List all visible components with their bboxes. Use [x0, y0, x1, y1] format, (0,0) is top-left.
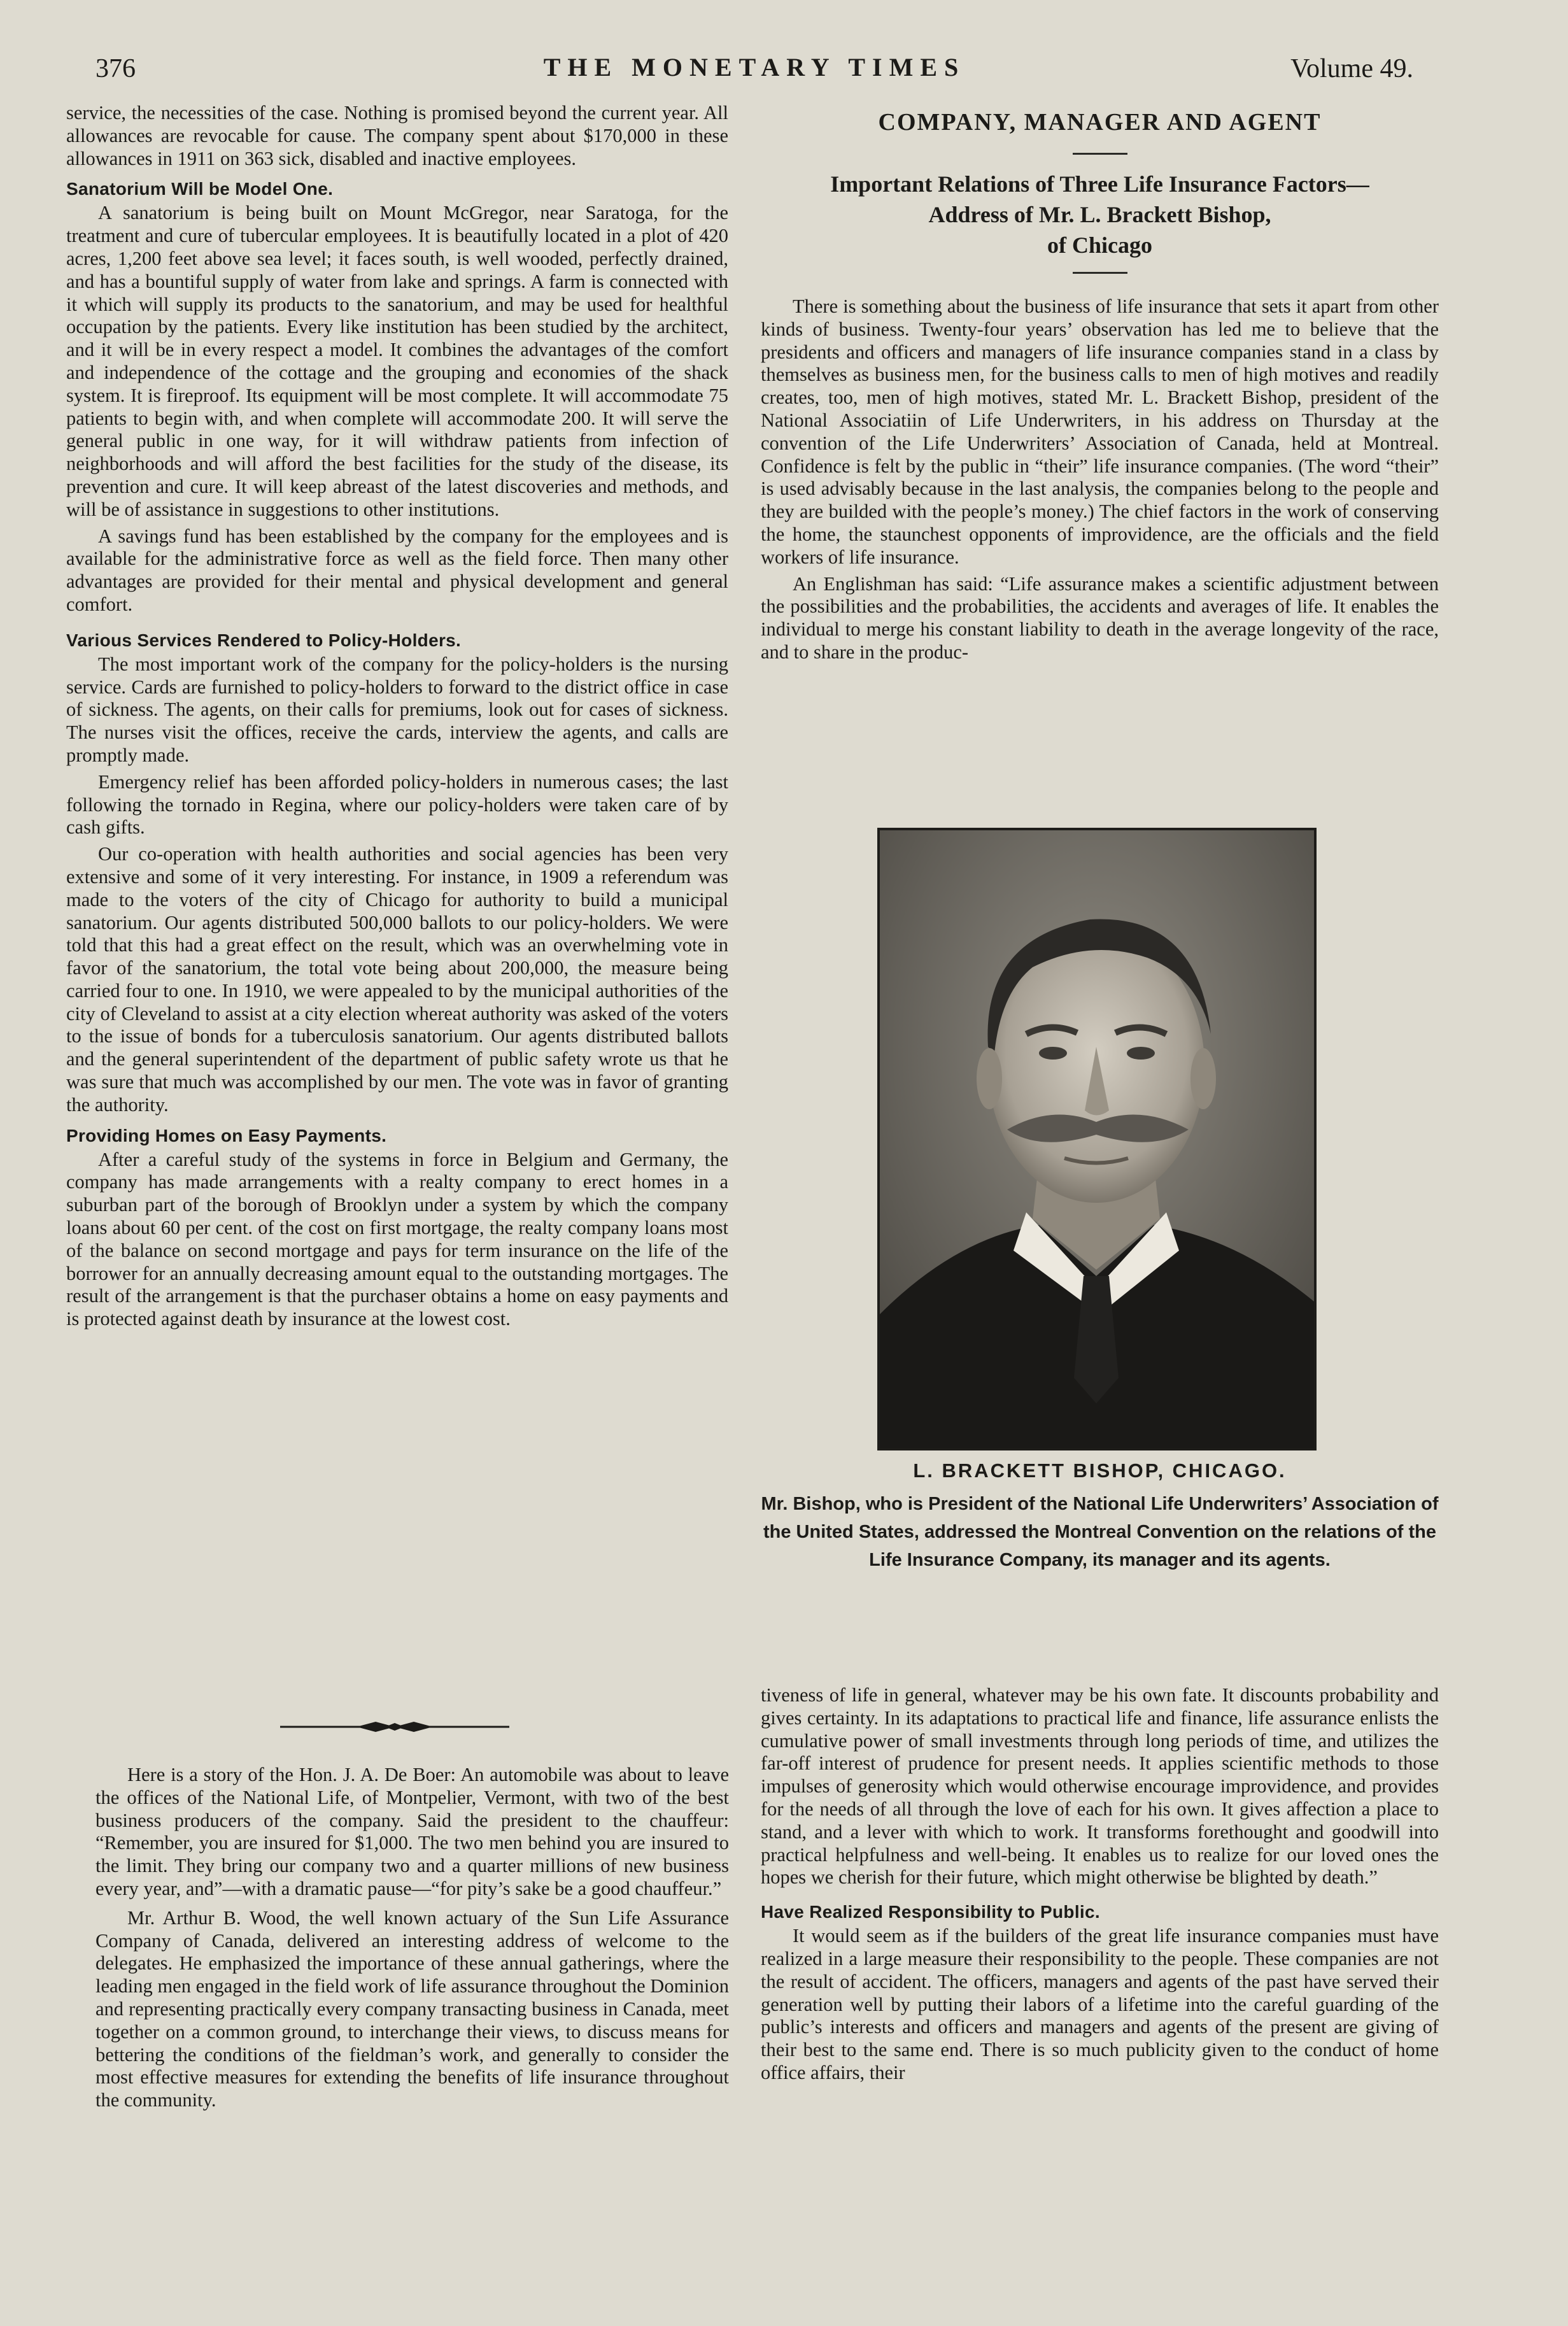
photo-caption-text: Mr. Bishop, who is President of the National Life Underwriters’ Association of the United States, addressed the Montreal Convention on the relations of the Life Insurance Company, its manager and its agents. — [761, 1494, 1439, 1570]
paragraph-intro: There is something about the business of life insurance that sets it apart from other kinds of business. Twenty-four years’ observation has led me to believe that the presidents and officers and managers of life insurance companies stand in a class by themselves as business men, for the business calls to men of high motives and readily creates, too, men of high motives, stated Mr. L. Brackett Bishop, president of the National Associatiin of Life Underwriters, in his address on Thursday at the convention of the Life Underwriters’ Association of Canada, held at Montreal. Confidence is felt by the public in “their” life insurance companies. (The word “their” is used advisably because in the last analysis, the companies belong to the people and they are builded with the people’s money.) The chief factors in the work of conserving the home, the staunchest opponents of improvidence, are the officials and the field workers of life insurance. — [761, 295, 1439, 568]
volume-label: Volume 49. — [1290, 54, 1413, 83]
subheading-services: Various Services Rendered to Policy-Holders. — [66, 630, 462, 650]
right-column-bottom — [761, 1684, 1439, 2088]
paragraph-homes: After a careful study of the systems in force in Belgium and Germany, the company has made arrangements with a realty company to erect homes in a suburban part of the borough of Brooklyn under a system by which the company loans about 60 per cent. of the cost on first mortgage, the realty company loans most of the balance on second mortgage and pays for term insurance on the life of the borrower for an annually decreasing amount equal to the outstanding mortgages. The result of the arrangement is that the purchaser obtains a home on easy payments and is protected against death by insurance at the lowest cost. — [66, 1148, 728, 1330]
paragraph-cooperation: Our co-operation with health authorities and social agencies has been very extensive and some of it very interesting. For instance, in 1909 a referendum was made to the voters of the city of Chicago for authority to build a municipal sanatorium. Our agents distributed 500,000 ballots to our policy-holders. We were told that this had a great effect on the result, which was an overwhelming vote in favor of the sanatorium, the total vote being about 200,000, the measure being carried four to one. In 1910, we were appealed to by the municipal authorities of the city of Cleveland to assist at a city election whereat authority was asked of the voters to the issue of bonds for a tuberculosis sanatorium. Our agents distributed ballots and the general superintendent of the department of public safety wrote us that he was sure that much was accomplished by our men. The vote was in favor of granting the authority. — [66, 843, 728, 1116]
article-deck-line-1: Important Relations of Three Life Insurance Factors— — [830, 171, 1369, 197]
article-title: COMPANY, MANAGER AND AGENT — [878, 109, 1322, 136]
deck-rule — [1073, 272, 1127, 274]
article-deck-line-3: of Chicago — [1047, 232, 1152, 258]
running-head — [95, 48, 1413, 87]
portrait-illustration — [880, 830, 1314, 1448]
paragraph-wood-address: Mr. Arthur B. Wood, the well known actuary of the Sun Life Assurance Company of Canada, delivered an interesting address of welcome to the delegates. He emphasized the importance of these annual gatherings, where the leading men engaged in the field work of life assurance throughout the Dominion and representing practically every company transacting business in Canada, meet together on a common ground, to interchange their views, to discuss means for bettering the conditions of the fieldman’s work, and generally to consider the most effective measures for extending the benefits of life insurance throughout the community. — [95, 1906, 729, 2111]
photo-caption-name: L. BRACKETT BISHOP, CHICAGO. — [913, 1459, 1287, 1482]
paragraph-services: The most important work of the company for the policy-holders is the nursing service. Cards are furnished to policy-holders to forward to the district office in case of sickness. The agents, on their calls for premiums, look out for cases of sickness. The nurses visit the offices, receive the cards, interview the agents, and calls are promptly made. — [66, 653, 728, 766]
paragraph-emergency: Emergency relief has been afforded policy-holders in numerous cases; the last following the tornado in Regina, where our policy-holders were taken care of by cash gifts. — [66, 770, 728, 839]
publication-title: THE MONETARY TIMES — [543, 53, 966, 82]
subheading-sanatorium: Sanatorium Will be Model One. — [66, 179, 334, 199]
portrait-photo — [877, 828, 1317, 1450]
paragraph-savings: A savings fund has been established by the company for the employees and is available for the administrative force as well as the field force. Then many other advantages are provided for their mental and physical development and general comfort. — [66, 525, 728, 615]
right-column-top — [761, 102, 1439, 668]
paragraph-continued-right: tiveness of life in general, whatever may be his own fate. It discounts probability and gives certainty. In its adaptations to practical life and finance, life assurance enlists the cumulative power of small investments through long periods of time, and utilizes the far-off interest of prudence for present needs. It applies scientific methods to those impulses of generosity which would otherwise encourage improvidence, and provides for the needs of all through the love of each for his own. It gives affection a place to stand, and a lever with which to work. It transforms forethought and goodwill into practical helpfulness and well-being. It enables us to realize for our loved ones the hopes we cherish for their future, which might otherwise be blighted by death.” — [761, 1684, 1439, 1889]
subheading-homes: Providing Homes on Easy Payments. — [66, 1125, 387, 1145]
paragraph-deboer-story: Here is a story of the Hon. J. A. De Boer: An automobile was about to leave the offices of the National Life, of Montpelier, Vermont, with two of the best business producers of the company. Said the president to the chauffeur: “Remember, you are insured for $1,000. The two men behind you are insured to the limit. They bring our company two and a quarter millions of new business every year, and”—with a dramatic pause—“for pity’s sake be a good chauffeur.” — [95, 1764, 729, 1899]
left-column-lower — [95, 1764, 729, 2116]
page-number: 376 — [95, 54, 136, 83]
title-rule — [1073, 153, 1127, 155]
article-deck-line-2: Address of Mr. L. Brackett Bishop, — [928, 202, 1271, 227]
paragraph-continued: service, the necessities of the case. Nothing is promised beyond the current year. All allowances are revocable for cause. The company spent about $170,000 in these allowances in 1911 on 363 sick, disabled and inactive employees. — [66, 102, 728, 169]
paragraph-realized: It would seem as if the builders of the great life insurance companies must have realized in a large measure their responsibility to the people. These companies are not the result of accident. The officers, managers and agents of the past have served their generation well by putting their labors of a lifetime into the careful guarding of the public’s interests and officers and managers and agents of the present are giving of their best to the same end. There is so much publicity given to the conduct of home office affairs, their — [761, 1925, 1439, 2083]
paragraph-englishman: An Englishman has said: “Life assurance makes a scientific adjustment between the possibilities and the probabilities, the accidents and averages of life. It enables the individual to merge his constant liability to death in the average longevity of the race, and to share in the produc- — [761, 572, 1439, 663]
paragraph-sanatorium: A sanatorium is being built on Mount McGregor, near Saratoga, for the treatment and cure of tubercular employees. It is beautifully located in a plot of 420 acres, 1,200 feet above sea level; it faces south, is well wooded, perfectly drained, and has a bountiful supply of water from lake and springs. A farm is connected with it which will supply its products to the sanatorium, and may be used for healthful occupation by the patients. Every like institution has been studied by the architect, and it will be in every respect a model. It combines the advantages of the comfort and independence of the cottage and the grouping and economies of the shack system. It is fireproof. Its equipment will be most complete. It will accommodate 75 patients to begin with, and when complete will accommodate 200. It will serve the general public in one way, for it will withdraw patients from infection of neighborhoods and will afford the best facilities for the study of the disease, its prevention and cure. It will keep abreast of the latest discoveries and methods, and will be of assistance in suggestions to other institutions. — [66, 202, 728, 520]
subheading-realized: Have Realized Responsibility to Public. — [761, 1902, 1100, 1922]
left-column — [66, 102, 728, 1335]
section-ornament — [280, 1719, 509, 1734]
